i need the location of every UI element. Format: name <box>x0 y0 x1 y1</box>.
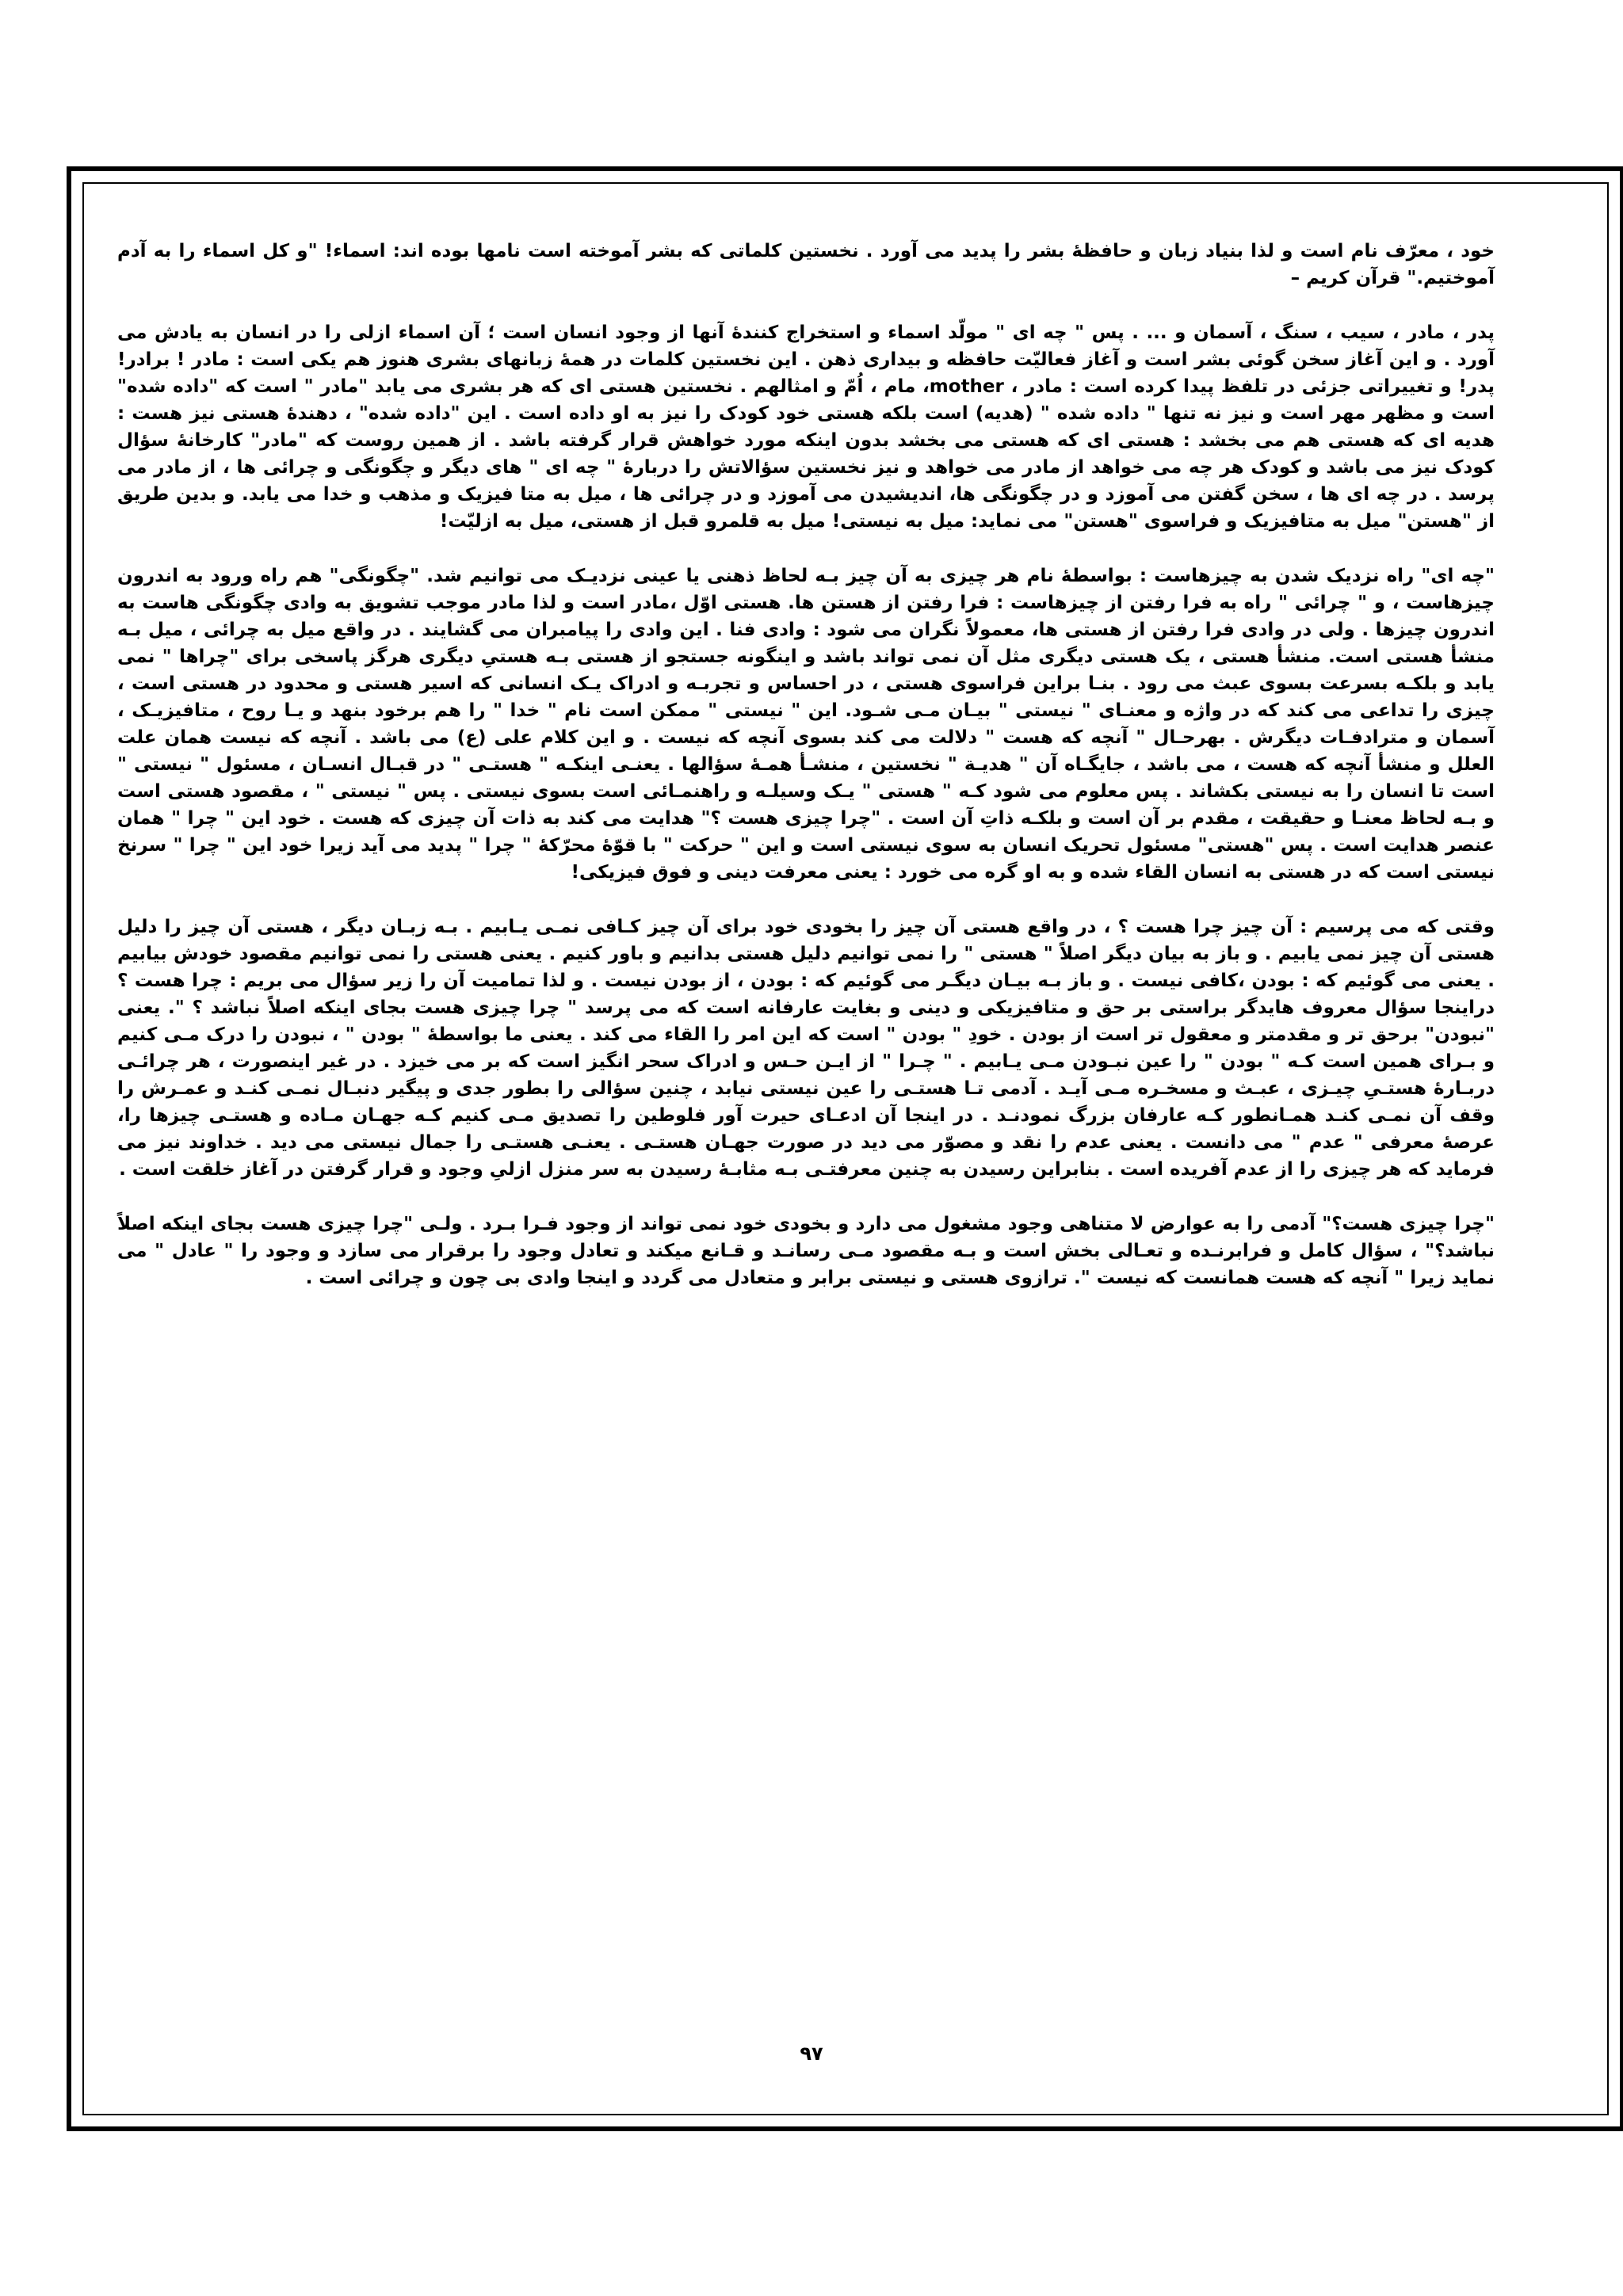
paragraph-5: "چرا چیزی هست؟" آدمی را به عوارض لا متناهی وجود مشغول می دارد و بخودی خود نمی تواند از وجود فـرا بـرد . ولـی "چرا چیزی هست بجای اینکه اصلاً نباشد؟" ، سؤال کامل و فرابرنـده و تعـالی بخش است و بـه مقصود مـی رسانـد و قـانع میکند و تعادل وجود را برقرار می سازد و وجود را " عادل " می نماید زیرا " آنچه که هست همانست که نیست ". ترازوی هستی و نیستی برابر و متعادل می گردد و اینجا وادی بی چون و چرائی است . <box>117 1214 1495 1288</box>
document-body <box>117 238 1495 1319</box>
paragraph-1: خود ، معرّف نام است و لذا بنیاد زبان و حافظهٔ بشر را پدید می آورد . نخستین کلماتی که بشر آموخته است نامها بوده اند: اسماء! "و کل اسماء را به آدم آموختیم." قرآن کریم – <box>117 241 1495 288</box>
paragraph-4: وقتی که می پرسیم : آن چیز چرا هست ؟ ، در واقع هستی آن چیز را بخودی خود برای آن چیز کـافی نمـی یـابیم . بـه زبـان دیگر ، هستی آن چیز را دلیل هستی آن چیز نمی یابیم . و باز به بیان دیگر اصلاً " هستی " را نمی توانیم دلیل هستی بدانیم و باور کنیم . یعنی هستی را نمی توانیم مقصود خودش بیابیم . یعنی می گوئیم که : بودن ،کافی نیست . و باز بـه بیـان دیگـر می گوئیم که : بودن ، از بودن نیست . و لذا تمامیت آن را زیر سؤال می بریم : چرا هست ؟ دراینجا سؤال معروف هایدگر براستی بر حق و متافیزیکی و دینی و بغایت عارفانه است که می پرسد " چرا چیزی هست بجای اینکه اصلاً نباشد ؟ ". یعنی "نبودن" برحق تر و مقدمتر و معقول تر است از بودن . خودِ " بودن " است که این امر را القاء می کند . یعنی ما بواسطهٔ " بودن " ، نبودن را درک مـی کنیم و بـرای همین است کـه " بودن " را عین نبـودن مـی یـابیم . " چـرا " از ایـن حـس و ادراک سحر انگیز است که بر می خیزد . در غیر اینصورت ، هر چرائـی دربـارهٔ هستـیِ چیـزی ، عبـث و مسخـره مـی آیـد . آدمی تـا هستـی را عین نیستی نیابد ، چنین سؤالی را بطور جدی و پیگیر دنبـال نمـی کنـد و عمـرش را وقف آن نمـی کنـد همـانطور کـه عارفان بزرگ نمودنـد . در اینجا آن ادعـای حیرت آور فلوطین را تصدیق مـی کنیم کـه جهـان مـاده و هستـی چیزها را، عرصهٔ معرفی " عدم " می دانست . یعنی عدم را نقد و مصوّر می دید در صورت جهـان هستـی . یعنـی هستـی را جمال نیستی می دید . خداوند نیز می فرماید که هر چیزی را از عدم آفریده است . بنابراین رسیدن به چنین معرفتـی بـه مثابـهٔ رسیدن به سر منزل ازلیِ وجود و قرار گرفتن در آغاز خلقت است . <box>117 917 1495 1180</box>
paragraph-2: پدر ، مادر ، سیب ، سنگ ، آسمان و ... . پس " چه ای " مولّد اسماء و استخراج کنندهٔ آنها از وجود انسان است ؛ آن اسماء ازلی را در انسان به یادش می آورد . و این آغاز سخن گوئی بشر است و آغاز فعالیّت حافظه و بیداری ذهن . این نخستین کلمات در همهٔ زبانهای بشری هنوز هم یکی است : مادر ! برادر! پدر! و تغییراتی جزئی در تلفظ پیدا کرده است : مادر ، mother، مام ، اُمّ و امثالهم . نخستین هستی ای که هر بشری می یابد "مادر " است که "داده شده" است و مظهر مهر است و نیز نه تنها " داده شده " (هدیه) است بلکه هستی خود کودک را نیز به او داده است . این "داده شده" ، دهندهٔ هستی نیز هست : هدیه ای که هستی هم می بخشد : هستی ای که هستی می بخشد بدون اینکه مورد خواهش قرار گرفته باشد . از همین روست که "مادر" کارخانهٔ سؤال کودک نیز می باشد و کودک هر چه می خواهد از مادر می خواهد و نیز نخستین سؤالاتش را دربارهٔ " چه ای " های دیگر و چگونگی و چرائی ها ، از مادر می پرسد . در چه ای ها ، سخن گفتن می آموزد و در چگونگی ها، اندیشیدن می آموزد و در چرائی ها ، میل به متا فیزیک و مذهب و خدا می یابد. و بدین طریق از "هستن" میل به متافیزیک و فراسوی "هستن" می نماید: میل به نیستی! میل به قلمرو قبل از هستی، میل به ازلیّت! <box>117 322 1495 532</box>
page-number: ۹۷ <box>800 2042 823 2065</box>
paragraph-3: "چه ای" راه نزدیک شدن به چیزهاست : بواسطهٔ نام هر چیزی به آن چیز بـه لحاظ ذهنی یا عینی نزدیـک می توانیم شد. "چگونگی" هم راه ورود به اندرون چیزهاست ، و " چرائی " راه به فرا رفتن از چیزهاست : فرا رفتن از هستن ها. هستی اوّل ،مادر است و لذا مادر موجب تشویق به وادی چگونگی هاست به اندرون چیزها . ولی در وادی فرا رفتن از هستی ها، معمولاً نگران می شود : وادی فنا . این وادی را پیامبران می گشایند . در واقع میل به چرائی ، میل بـه منشأ هستی است. منشأ هستی ، یک هستی دیگری مثل آن نمی تواند باشد و اینگونه جستجو از هستی بـه هستیِ دیگری هرگز پاسخی برای "چراها " نمی یابد و بلکـه بسرعت بسوی عبث می رود . بنـا براین فراسوی هستی ، در احساس و تجربـه و ادراک یـک انسانی که اسیر هستی و محدود در هستی است ، چیزی را تداعی می کند که در واژه و معنـای " نیستی " بیـان مـی شـود. این " نیستی " ممکن است نام " خدا " را هم برخود بنهد و یـا روح ، متافیزیـک ، آسمان و مترادفـات دیگرش . بهرحـال " آنچه که هست " دلالت می کند بسوی آنچه که نیست . و این کلام علی (ع) می باشد . آنچه که نیست همان علت العلل و منشأ آنچه که هست ، می باشد ، جایگـاه آن " هدیـة " نخستین ، منشـأ همـهٔ سؤالها . یعنـی اینکـه " هستـی " در قبـال انسـان ، مسئول " نیستی " است تا انسان را به نیستی بکشاند . پس معلوم می شود کـه " هستی " یـک وسیلـه و راهنمـائی است بسوی نیستی . پس " نیستی " ، مقصود هستی است و بـه لحاظ معنـا و حقیقت ، مقدم بر آن است و بلکـه ذاتِ آن است . "چرا چیزی هست ؟" هدایت می کند به ذات آن چیزی که هست . خود این " چرا " همان عنصر هدایت است . پس "هستی" مسئول تحریک انسان به سوی نیستی است و این " حرکت " با قوّهٔ محرّکهٔ " چرا " پدید می آید زیرا خود این " چرا " سرنخ نیستی است که در هستی به انسان القاء شده و به او گره می خورد : یعنی معرفت دینی و فوق فیزیکی! <box>117 566 1495 883</box>
